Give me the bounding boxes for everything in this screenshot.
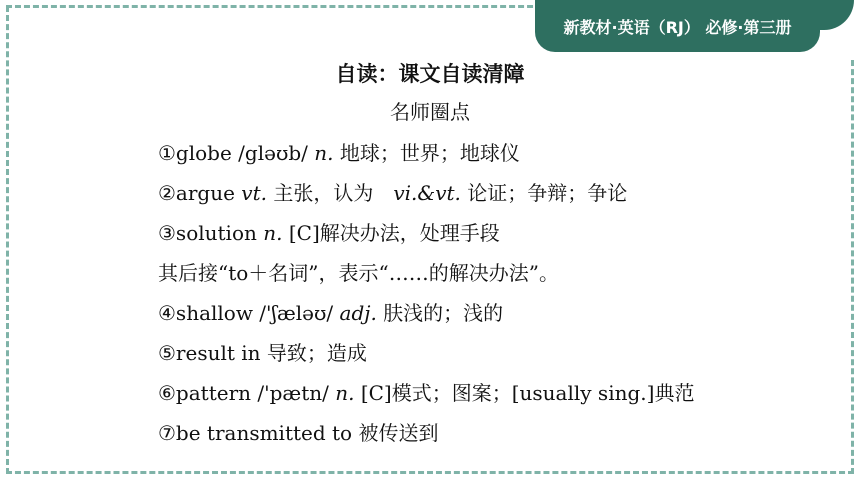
vocab-entry-transmitted: ⑦be transmitted to 被传送到 [158,421,439,445]
vocab-entry-pattern: ⑥pattern /'pætn/ n. [C]模式；图案；[usually sing.]典范 [158,381,695,405]
vocab-entry-globe: ①globe /gləʊb/ n. 地球；世界；地球仪 [158,141,520,165]
vocab-entry-argue: ②argue vt. 主张，认为 vi.&vt. 论证；争辩；争论 [158,181,628,205]
vocabulary-list [158,133,838,453]
section-subheading: 名师圈点 [390,100,470,124]
section-heading: 自读：课文自读清障 [335,61,525,86]
vocab-entry-result-in: ⑤result in 导致；造成 [158,341,367,365]
dashed-border-bottom [6,471,854,474]
vocab-entry-shallow: ④shallow /'ʃæləʊ/ adj. 肤浅的；浅的 [158,301,504,325]
vocab-note-solution: 其后接“to＋名词”，表示“……的解决办法”。 [158,261,559,285]
badge-label: 新教材·英语（RJ） 必修·第三册 [563,17,792,37]
vocab-entry-solution: ③solution n. [C]解决办法，处理手段 [158,221,500,245]
dashed-border-top [6,5,560,8]
textbook-badge [535,0,820,52]
